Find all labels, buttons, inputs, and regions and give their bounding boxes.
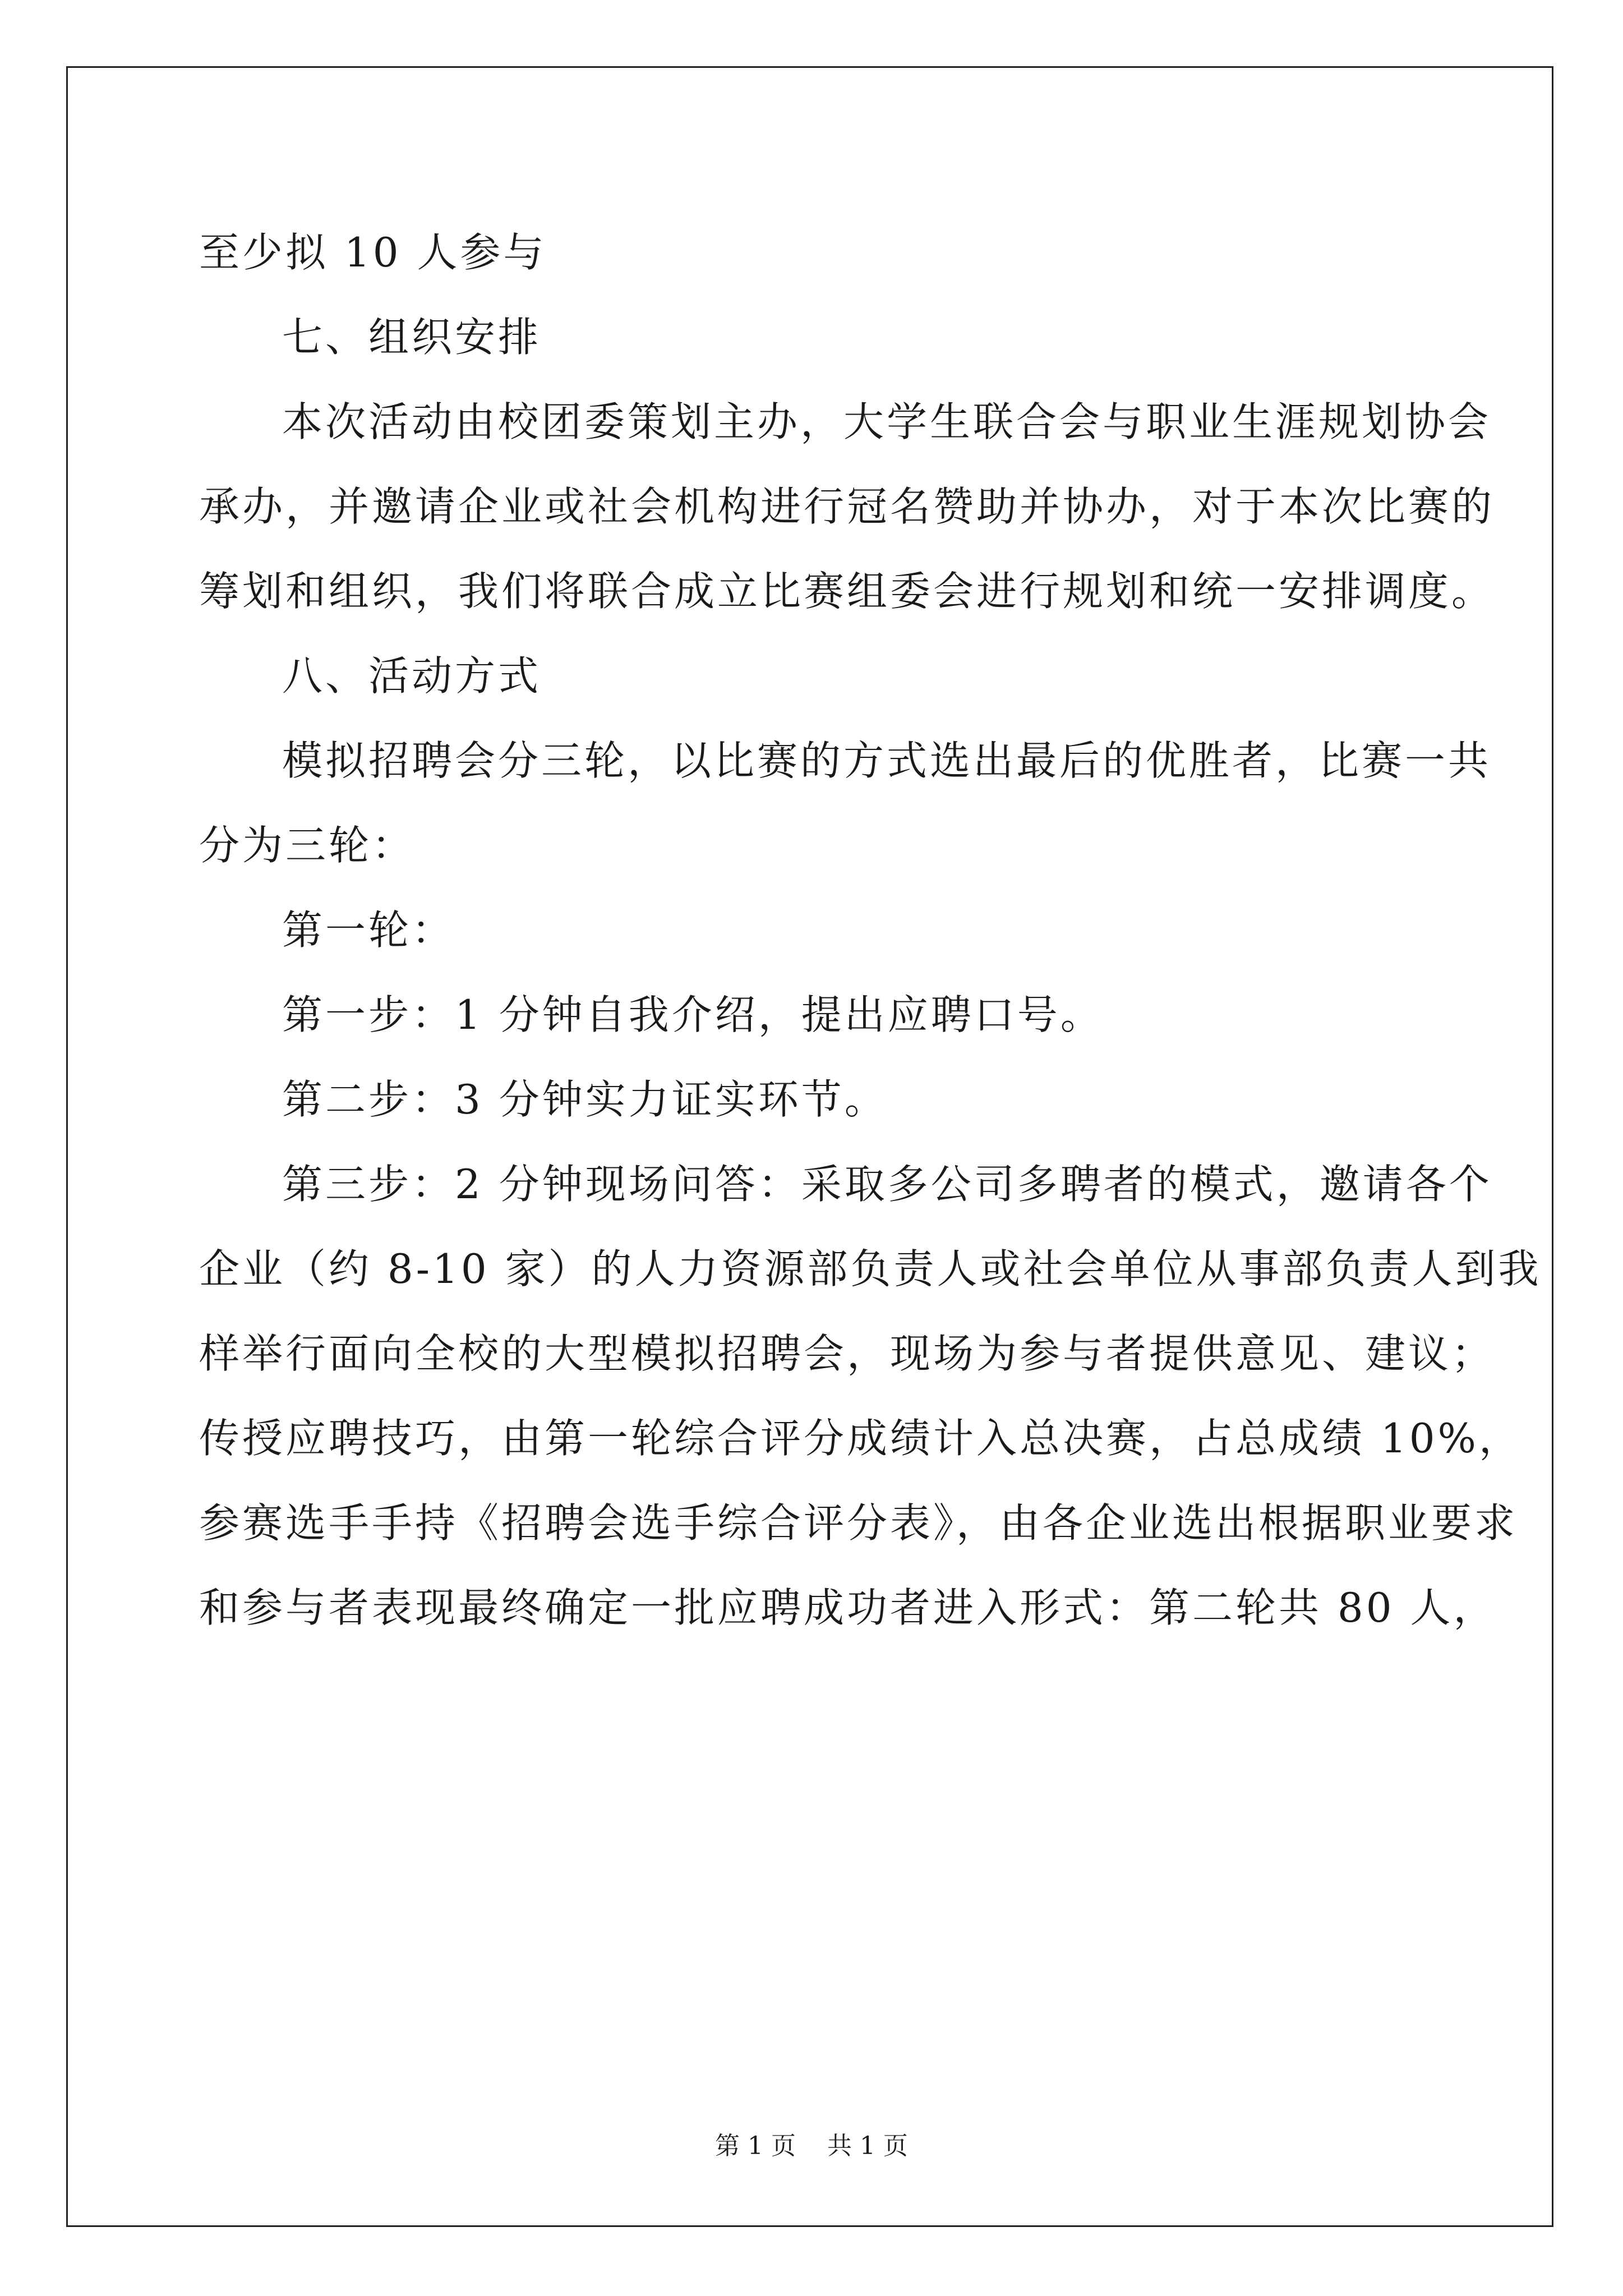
document-body bbox=[199, 210, 1542, 1650]
text-line: 参赛选手手持《招聘会选手综合评分表》，由各企业选出根据职业要求 bbox=[199, 1499, 1518, 1547]
step-line: 第三步：2 分钟现场问答：采取多公司多聘者的模式，邀请各个 bbox=[282, 1161, 1492, 1208]
section-heading-activity-method: 八、活动方式 bbox=[282, 652, 542, 700]
text-line: 分为三轮： bbox=[199, 822, 416, 869]
text-line: 筹划和组织，我们将联合成立比赛组委会进行规划和统一安排调度。 bbox=[199, 568, 1495, 615]
step-line: 第一步：1 分钟自我介绍，提出应聘口号。 bbox=[282, 991, 1104, 1038]
step-line: 第二步：3 分钟实力证实环节。 bbox=[282, 1076, 888, 1123]
text-line: 企业（约 8-10 家）的人力资源部负责人或社会单位从事部负责人到我 bbox=[199, 1245, 1542, 1292]
text-line: 传授应聘技巧，由第一轮综合评分成绩计入总决赛，占总成绩 10%， bbox=[199, 1415, 1522, 1462]
text-line: 样举行面向全校的大型模拟招聘会，现场为参与者提供意见、建议； bbox=[199, 1330, 1495, 1377]
page-footer: 第 1 页 共 1 页 bbox=[715, 2132, 908, 2160]
section-heading-organization: 七、组织安排 bbox=[282, 314, 542, 361]
text-line: 本次活动由校团委策划主办，大学生联合会与职业生涯规划协会 bbox=[282, 398, 1492, 445]
text-line: 和参与者表现最终确定一批应聘成功者进入形式：第二轮共 80 人， bbox=[199, 1584, 1497, 1631]
text-line: 承办，并邀请企业或社会机构进行冠名赞助并协办，对于本次比赛的 bbox=[199, 483, 1495, 530]
round-heading: 第一轮： bbox=[282, 907, 455, 954]
text-line: 至少拟 10 人参与 bbox=[199, 229, 547, 276]
text-line: 模拟招聘会分三轮，以比赛的方式选出最后的优胜者，比赛一共 bbox=[282, 737, 1492, 784]
